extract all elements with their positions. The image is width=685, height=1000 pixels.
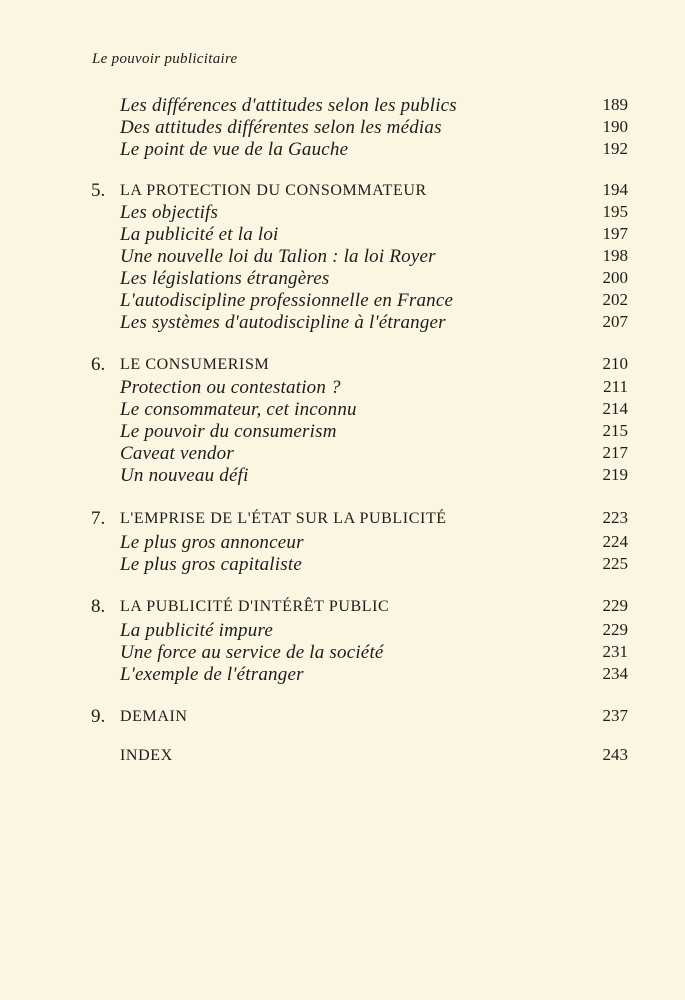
toc-chapter — [0, 180, 685, 202]
page-number: 219 — [602, 465, 628, 484]
toc-chapter — [0, 508, 685, 530]
page-number: 192 — [602, 139, 628, 158]
chapter-number: 9. — [91, 706, 106, 727]
toc-chapter — [0, 354, 685, 376]
entry-title: Les objectifs — [120, 202, 219, 223]
entry-title: L'autodiscipline professionnelle en France — [120, 290, 454, 311]
toc-entry — [0, 117, 685, 139]
page-number: 225 — [602, 554, 628, 573]
page-number: 197 — [602, 224, 628, 243]
entry-title: Une force au service de la société — [120, 642, 384, 663]
entry-title: Le pouvoir du consumerism — [120, 421, 337, 442]
page-number: 202 — [602, 290, 628, 309]
toc-entry — [0, 465, 685, 487]
page-number: 190 — [602, 117, 628, 136]
running-head: Le pouvoir publicitaire — [92, 51, 238, 67]
page-number: 214 — [602, 399, 628, 418]
page-number: 207 — [602, 312, 628, 331]
toc-entry — [0, 290, 685, 312]
page-number: 223 — [602, 508, 628, 527]
entry-title: Le plus gros capitaliste — [120, 554, 302, 575]
toc-entry — [0, 268, 685, 290]
page-number: 215 — [602, 421, 628, 440]
entry-title: Les législations étrangères — [120, 268, 330, 289]
chapter-number: 6. — [91, 354, 106, 375]
page-number: 195 — [602, 202, 628, 221]
chapter-title: LA PUBLICITÉ D'INTÉRÊT PUBLIC — [120, 598, 390, 615]
entry-title: Une nouvelle loi du Talion : la loi Royer — [120, 246, 436, 267]
toc-entry — [0, 554, 685, 576]
entry-title: Les systèmes d'autodiscipline à l'étranger — [120, 312, 446, 333]
toc-entry — [0, 443, 685, 465]
page-number: 224 — [602, 532, 628, 551]
toc-entry — [0, 421, 685, 443]
chapter-number: 5. — [91, 180, 106, 201]
page-number: 234 — [602, 664, 628, 683]
toc-entry — [0, 664, 685, 686]
toc-entry — [0, 312, 685, 334]
chapter-title: DEMAIN — [120, 708, 188, 725]
toc-entry — [0, 202, 685, 224]
page-number: 200 — [602, 268, 628, 287]
toc-entry — [0, 224, 685, 246]
toc-entry — [0, 377, 685, 399]
toc-chapter — [0, 745, 685, 767]
entry-title: L'exemple de l'étranger — [120, 664, 304, 685]
chapter-title: INDEX — [120, 747, 173, 764]
entry-title: Le consommateur, cet inconnu — [120, 399, 357, 420]
toc-chapter — [0, 596, 685, 618]
entry-title: Un nouveau défi — [120, 465, 249, 486]
page-number: 229 — [602, 596, 628, 615]
toc-entry — [0, 95, 685, 117]
toc-chapter — [0, 706, 685, 728]
chapter-number: 7. — [91, 508, 106, 529]
page-number: 229 — [602, 620, 628, 639]
entry-title: Les différences d'attitudes selon les publics — [120, 95, 457, 116]
entry-title: Des attitudes différentes selon les médias — [120, 117, 442, 138]
entry-title: La publicité et la loi — [120, 224, 279, 245]
page-number: 237 — [602, 706, 628, 725]
toc-entry — [0, 246, 685, 268]
page-number: 231 — [602, 642, 628, 661]
entry-title: Protection ou contestation ? — [120, 377, 341, 398]
toc-entry — [0, 139, 685, 161]
toc-entry — [0, 532, 685, 554]
page-number: 243 — [602, 745, 628, 764]
toc-entry — [0, 399, 685, 421]
entry-title: La publicité impure — [120, 620, 273, 641]
page-number: 194 — [602, 180, 628, 199]
entry-title: Caveat vendor — [120, 443, 234, 464]
page-number: 211 — [603, 377, 628, 396]
chapter-title: L'EMPRISE DE L'ÉTAT SUR LA PUBLICITÉ — [120, 510, 447, 527]
chapter-title: LA PROTECTION DU CONSOMMATEUR — [120, 182, 427, 199]
chapter-title: LE CONSUMERISM — [120, 356, 270, 373]
page-number: 210 — [602, 354, 628, 373]
chapter-number: 8. — [91, 596, 106, 617]
toc-entry — [0, 642, 685, 664]
page-number: 189 — [602, 95, 628, 114]
page-number: 198 — [602, 246, 628, 265]
entry-title: Le point de vue de la Gauche — [120, 139, 349, 160]
entry-title: Le plus gros annonceur — [120, 532, 304, 553]
toc-entry — [0, 620, 685, 642]
page-number: 217 — [602, 443, 628, 462]
